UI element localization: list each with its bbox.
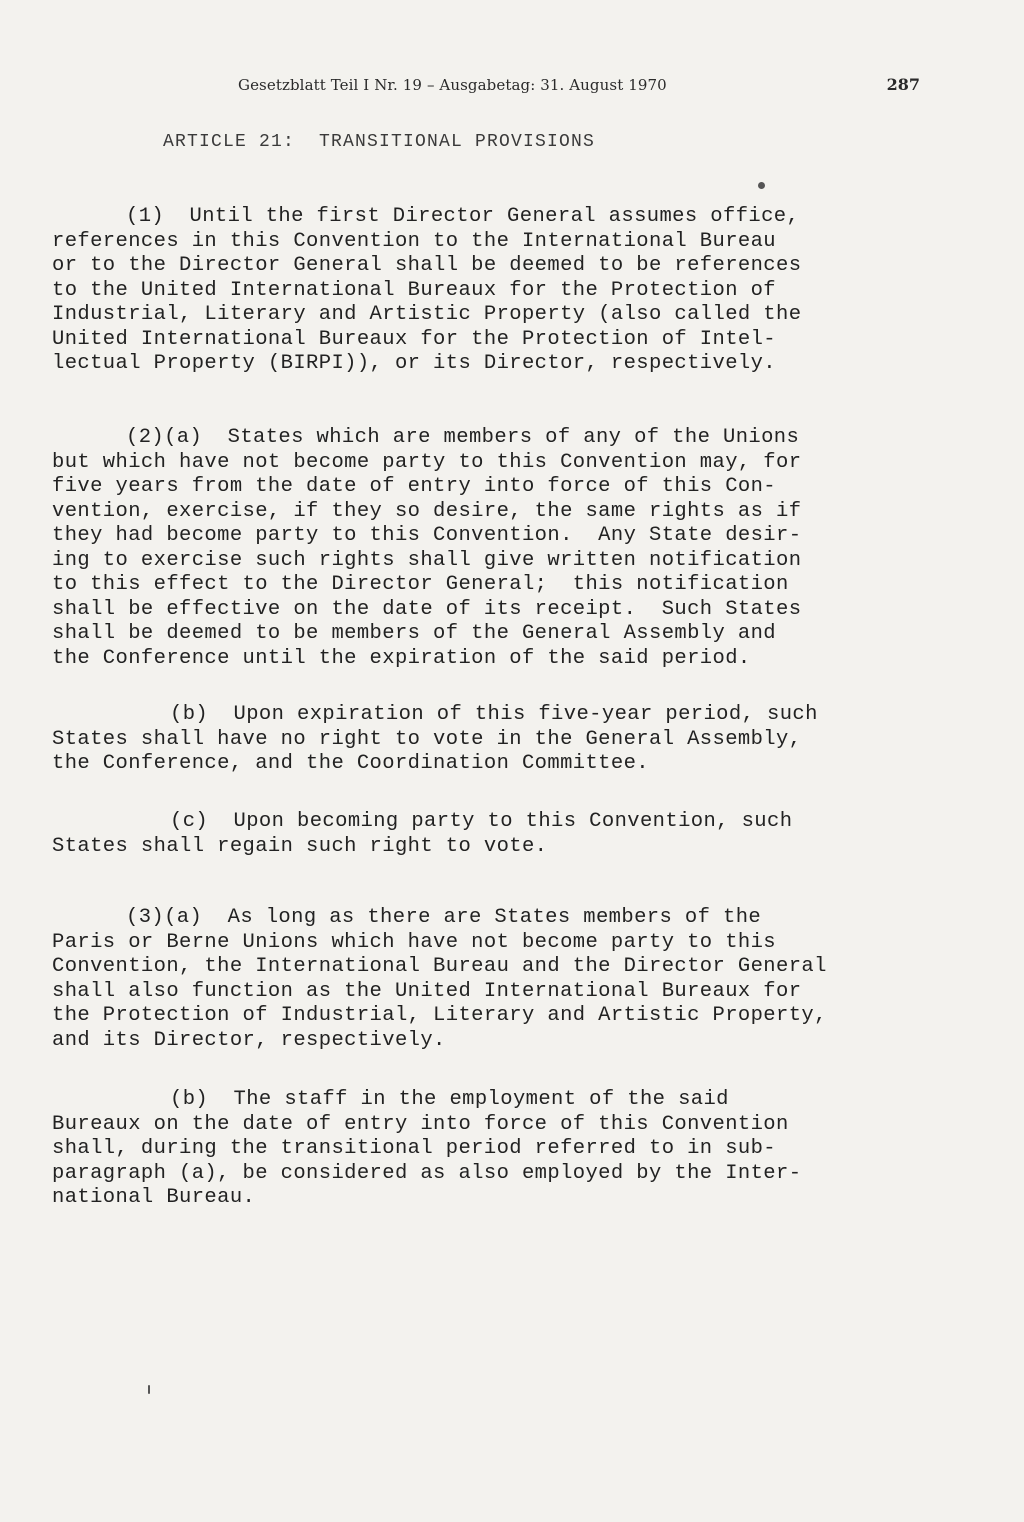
text-line: shall be deemed to be members of the General Assembly and — [52, 622, 777, 645]
text-line: (3)(a) As long as there are States members of the — [126, 906, 762, 929]
text-line: national Bureau. — [52, 1186, 256, 1209]
text-line: Convention, the International Bureau and the Director General — [52, 955, 827, 978]
text-line: but which have not become party to this Convention may, for — [52, 450, 802, 474]
text-line: references in this Convention to the International Bureau — [52, 229, 777, 253]
text-line: (b) The staff in the employment of the said — [170, 1088, 729, 1111]
text-line: States shall have no right to vote in the General Assembly, — [52, 727, 802, 751]
text-line: the Protection of Industrial, Literary and Artistic Property, — [52, 1004, 827, 1027]
text-line: shall, during the transitional period referred to in sub- — [52, 1137, 777, 1160]
paragraph-1 — [52, 205, 902, 377]
paragraph-3a — [52, 906, 902, 1053]
text-line: (1) Until the first Director General assumes office, — [126, 205, 800, 228]
text-line: States shall regain such right to vote. — [52, 834, 548, 858]
text-line: Industrial, Literary and Artistic Property (also called the — [52, 303, 802, 326]
text-line: and its Director, respectively. — [52, 1028, 446, 1052]
text-line: (c) Upon becoming party to this Convention, such — [170, 810, 793, 833]
text-line: vention, exercise, if they so desire, the same rights as if — [52, 499, 802, 523]
text-line: to this effect to the Director General; this notification — [52, 573, 789, 596]
text-line: shall also function as the United International Bureaux for — [52, 979, 802, 1003]
text-line: five years from the date of entry into force of this Con- — [52, 475, 777, 498]
paragraph-2a — [52, 426, 902, 671]
text-line: the Conference until the expiration of the said period. — [52, 646, 751, 670]
text-line: United International Bureaux for the Protection of Intel- — [52, 327, 777, 351]
text-line: they had become party to this Convention. Any State desir- — [52, 524, 802, 547]
text-line: ing to exercise such rights shall give written notification — [52, 548, 802, 572]
text-line: to the United International Bureaux for the Protection of — [52, 278, 777, 302]
scan-speck — [148, 1385, 150, 1394]
page-number: 287 — [886, 75, 920, 94]
text-line: Bureaux on the date of entry into force of this Convention — [52, 1112, 789, 1136]
text-line: (2)(a) States which are members of any of the Unions — [126, 426, 800, 449]
header-text: Gesetzblatt Teil I Nr. 19 – Ausgabetag: 31. August 1970 — [238, 76, 667, 94]
text-line: lectual Property (BIRPI)), or its Director, respectively. — [52, 352, 777, 375]
text-line: shall be effective on the date of its receipt. Such States — [52, 597, 802, 621]
text-line: (b) Upon expiration of this five-year period, such — [170, 703, 818, 726]
article-title: ARTICLE 21: TRANSITIONAL PROVISIONS — [163, 132, 596, 152]
paragraph-3b — [52, 1088, 902, 1211]
text-line: or to the Director General shall be deemed to be references — [52, 254, 802, 277]
text-line: paragraph (a), be considered as also employed by the Inter- — [52, 1161, 802, 1185]
paragraph-2b — [52, 703, 902, 777]
text-line: Paris or Berne Unions which have not become party to this — [52, 930, 777, 954]
paragraph-2c — [52, 810, 902, 859]
running-header — [238, 76, 920, 98]
scan-speck — [758, 182, 765, 189]
text-line: the Conference, and the Coordination Committee. — [52, 752, 649, 775]
